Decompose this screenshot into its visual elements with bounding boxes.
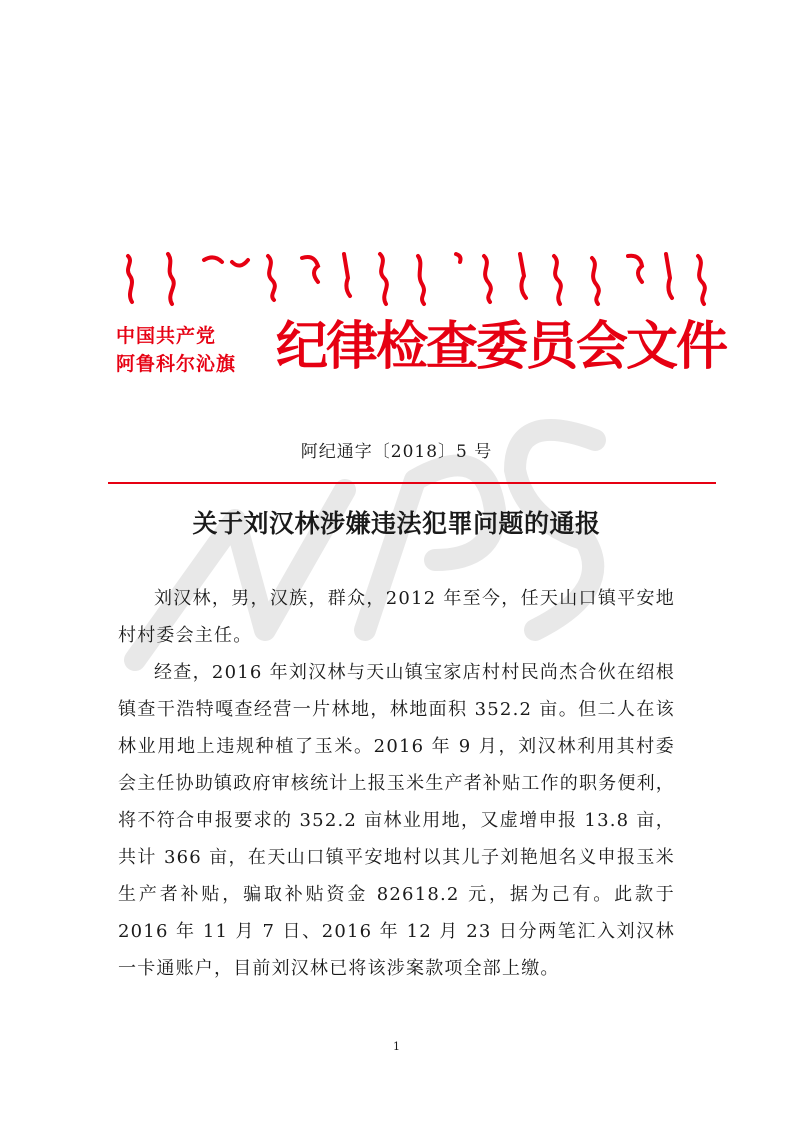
mongolian-script-header (118, 248, 718, 308)
paragraph: 刘汉林，男，汉族，群众，2012 年至今，任天山口镇平安地村村委会主任。 (118, 588, 675, 646)
red-divider-line (108, 482, 716, 484)
document-number: 阿纪通字〔2018〕5 号 (300, 442, 493, 462)
org-name-large: 纪律检查委员会文件 (276, 316, 727, 377)
org-line-1: 中国共产党 (116, 325, 217, 347)
org-name-small (116, 322, 276, 378)
paragraph: 经查，2016 年刘汉林与天山镇宝家店村村民尚杰合伙在绍根镇查干浩特嘎查经营一片林地，林地面积 352.2 亩。但二人在该林业用地上违规种植了玉米。2016 年 9 月，刘汉林利用其村委会主任协助镇政府审核统计上报玉米生产者补贴工作的职务便利，将不符合申报要求的 352.2 亩林业用地，又虚增申报 13.8 亩，共计 366 亩，在天山口镇平安地村以其儿子刘艳旭名义申报玉米生产者补贴，骗取补贴资金 82618.2 元，据为己有。此款于 2016 年 11 月 7 日、2016 年 12 月 23 日分两笔汇入刘汉林一卡通账户，目前刘汉林已将该涉案款项全部上缴。 (118, 662, 675, 979)
page-number: 1 (393, 1040, 400, 1053)
document-body (118, 580, 675, 987)
document-title: 关于刘汉林涉嫌违法犯罪问题的通报 (192, 509, 601, 538)
org-line-2: 阿鲁科尔沁旗 (116, 353, 237, 375)
